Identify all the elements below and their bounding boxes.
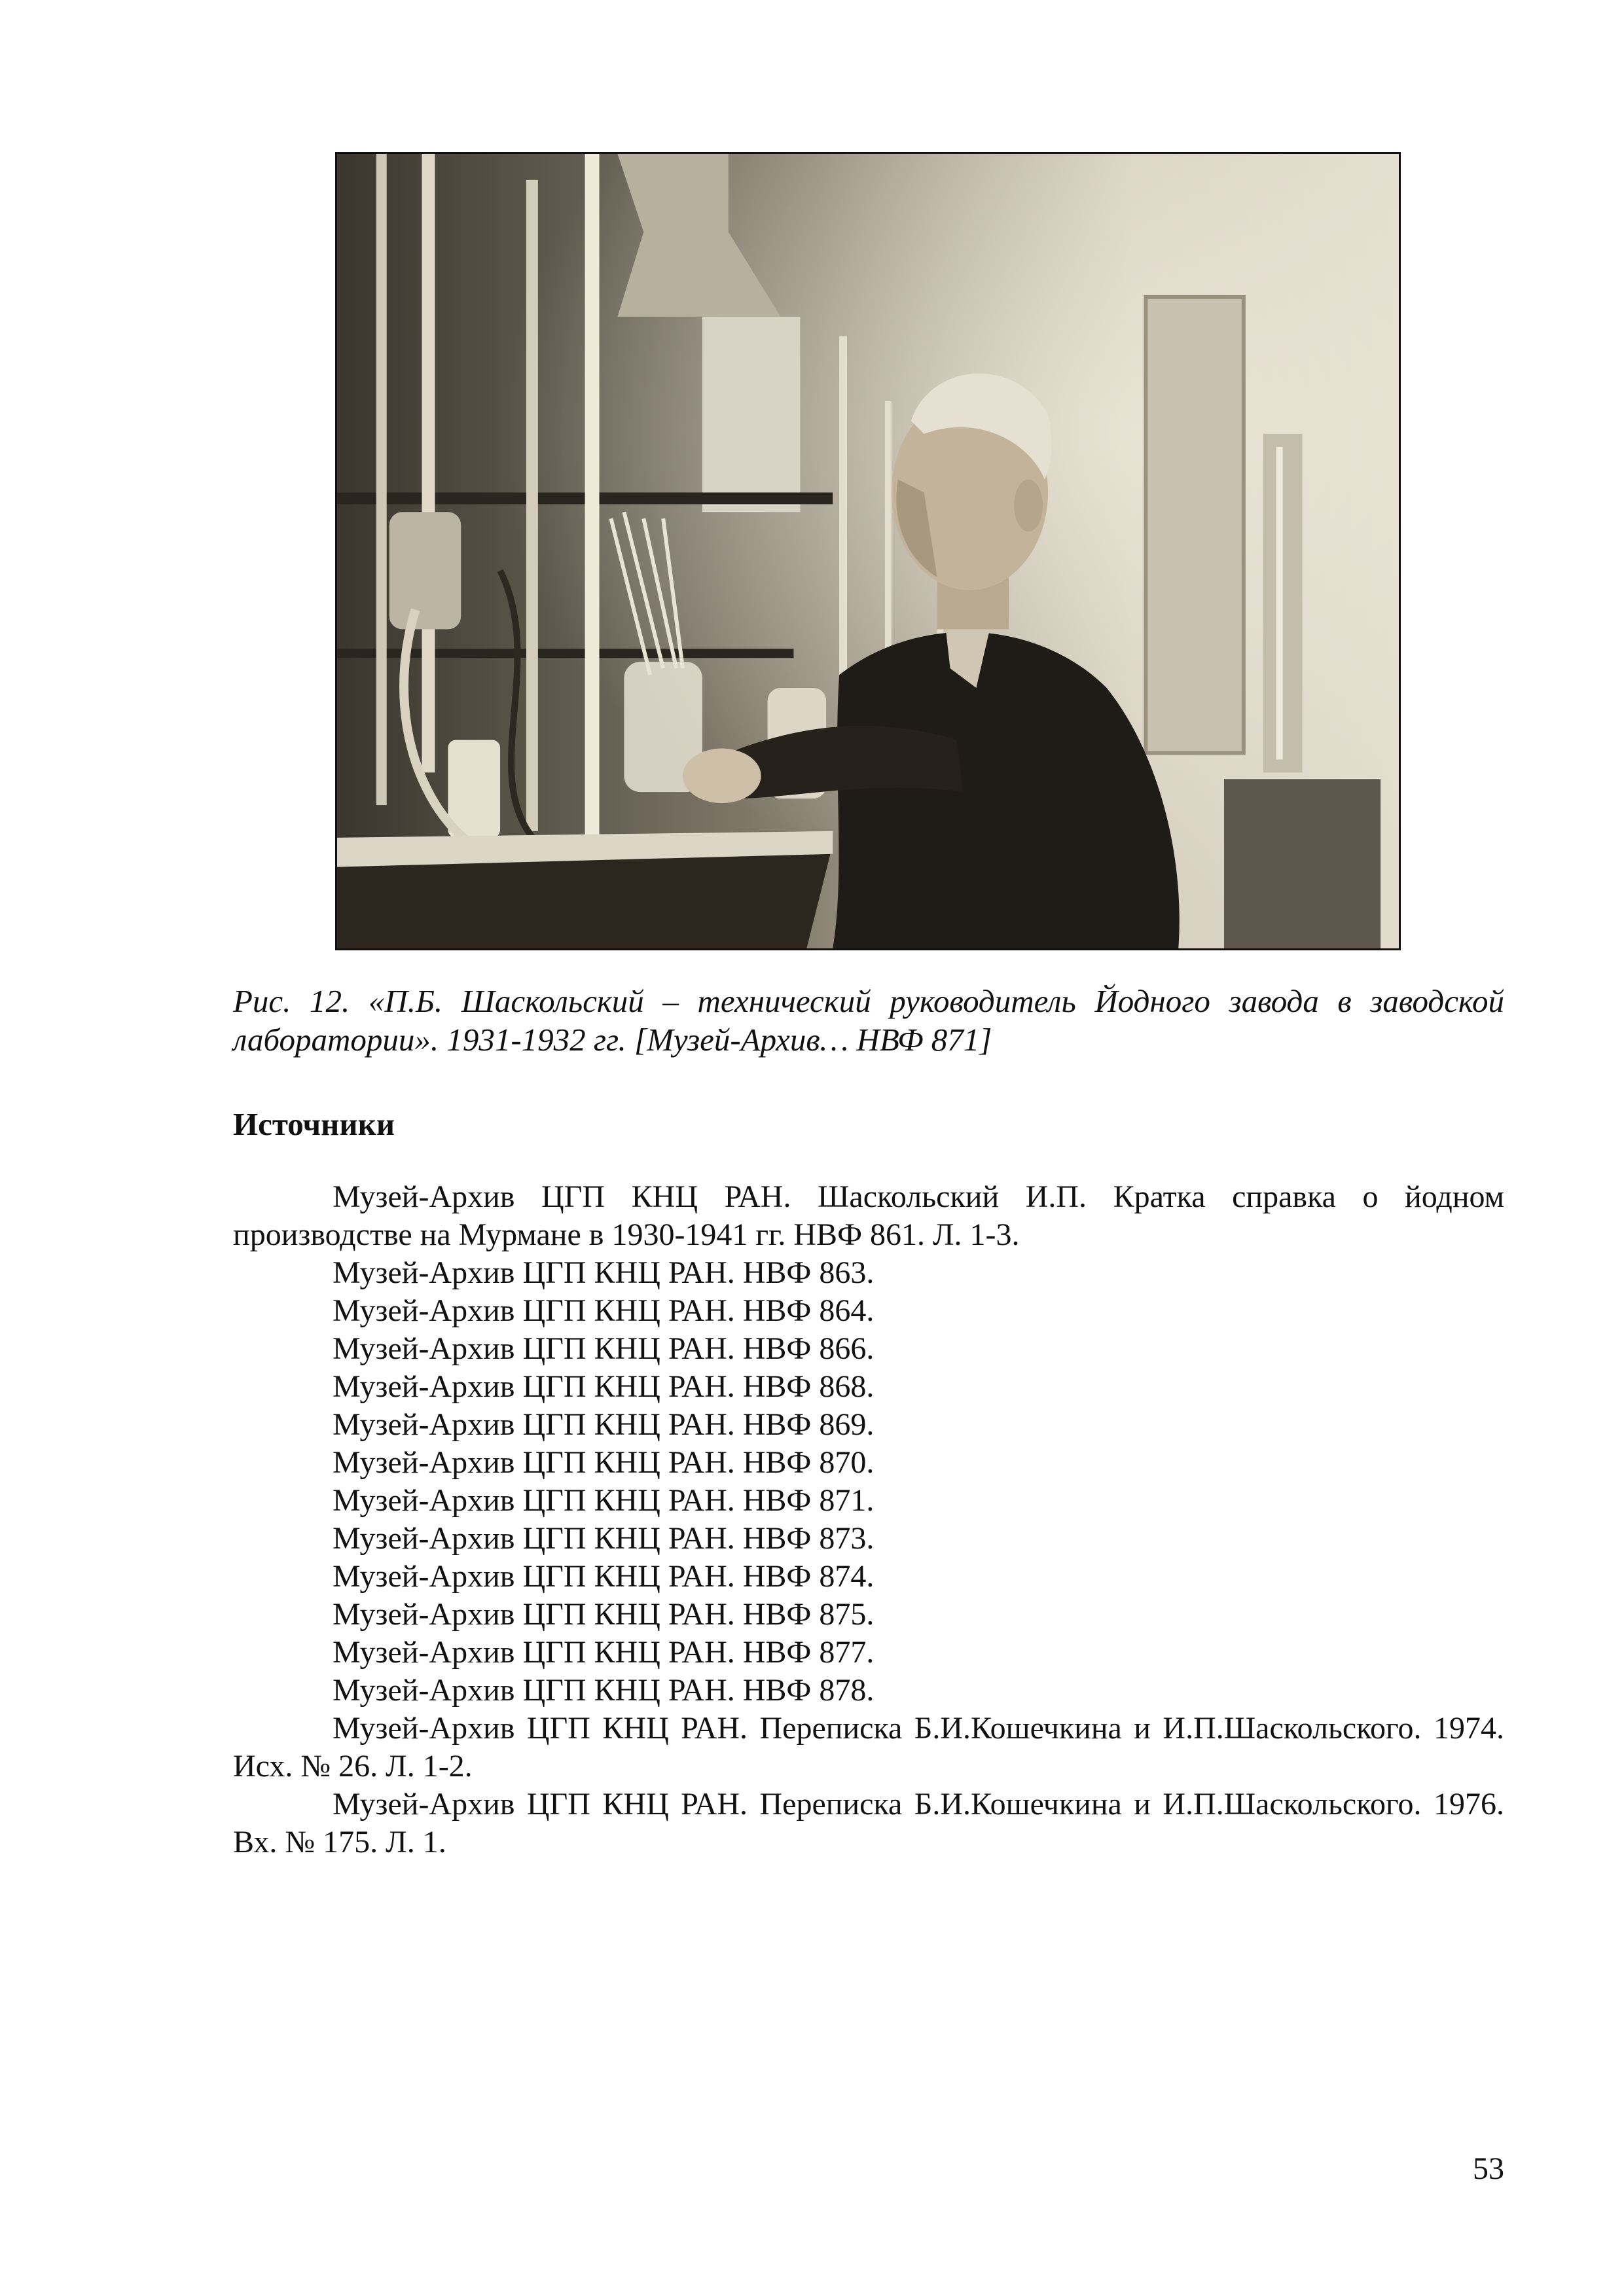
source-entry: Музей-Архив ЦГП КНЦ РАН. НВФ 871. [333,1483,875,1518]
sources-heading: Источники [233,1106,395,1142]
source-entry: Музей-Архив ЦГП КНЦ РАН. НВФ 873. [333,1521,875,1556]
source-entry: Музей-Архив ЦГП КНЦ РАН. НВФ 866. [333,1331,875,1366]
source-entry: Музей-Архив ЦГП КНЦ РАН. НВФ 870. [333,1445,875,1480]
source-entry: Музей-Архив ЦГП КНЦ РАН. НВФ 875. [333,1597,875,1632]
page-number: 53 [1473,2151,1504,2186]
source-entry: Музей-Архив ЦГП КНЦ РАН. НВФ 869. [333,1407,875,1442]
source-entry: Музей-Архив ЦГП КНЦ РАН. Переписка Б.И.Кошечкина и И.П.Шаскольского. 1976. Вх. № 175. Л. 1. [233,1787,1504,1859]
source-entry: Музей-Архив ЦГП КНЦ РАН. НВФ 864. [333,1293,875,1328]
figure-caption: Рис. 12. «П.Б. Шаскольский – технический руководитель Йодного завода в заводской лаборатории». 1931-1932 гг. [Музей-Архив… НВФ 871] [233,983,1504,1058]
source-entry: Музей-Архив ЦГП КНЦ РАН. НВФ 874. [333,1559,875,1594]
source-entry: Музей-Архив ЦГП КНЦ РАН. НВФ 878. [333,1673,875,1708]
sources-list [233,1178,1504,1861]
source-entry: Музей-Архив ЦГП КНЦ РАН. Шаскольский И.П. Кратка справка о йодном производстве на Мурмане в 1930-1941 гг. НВФ 861. Л. 1-3. [233,1179,1504,1252]
source-entry: Музей-Архив ЦГП КНЦ РАН. Переписка Б.И.Кошечкина и И.П.Шаскольского. 1974. Исх. № 26. Л. 1-2. [233,1711,1504,1784]
source-entry: Музей-Архив ЦГП КНЦ РАН. НВФ 868. [333,1369,875,1404]
source-entry: Музей-Архив ЦГП КНЦ РАН. НВФ 863. [333,1255,875,1290]
source-entry: Музей-Архив ЦГП КНЦ РАН. НВФ 877. [333,1635,875,1670]
lab-photo-icon [337,154,1399,948]
figure-photo [335,152,1401,950]
